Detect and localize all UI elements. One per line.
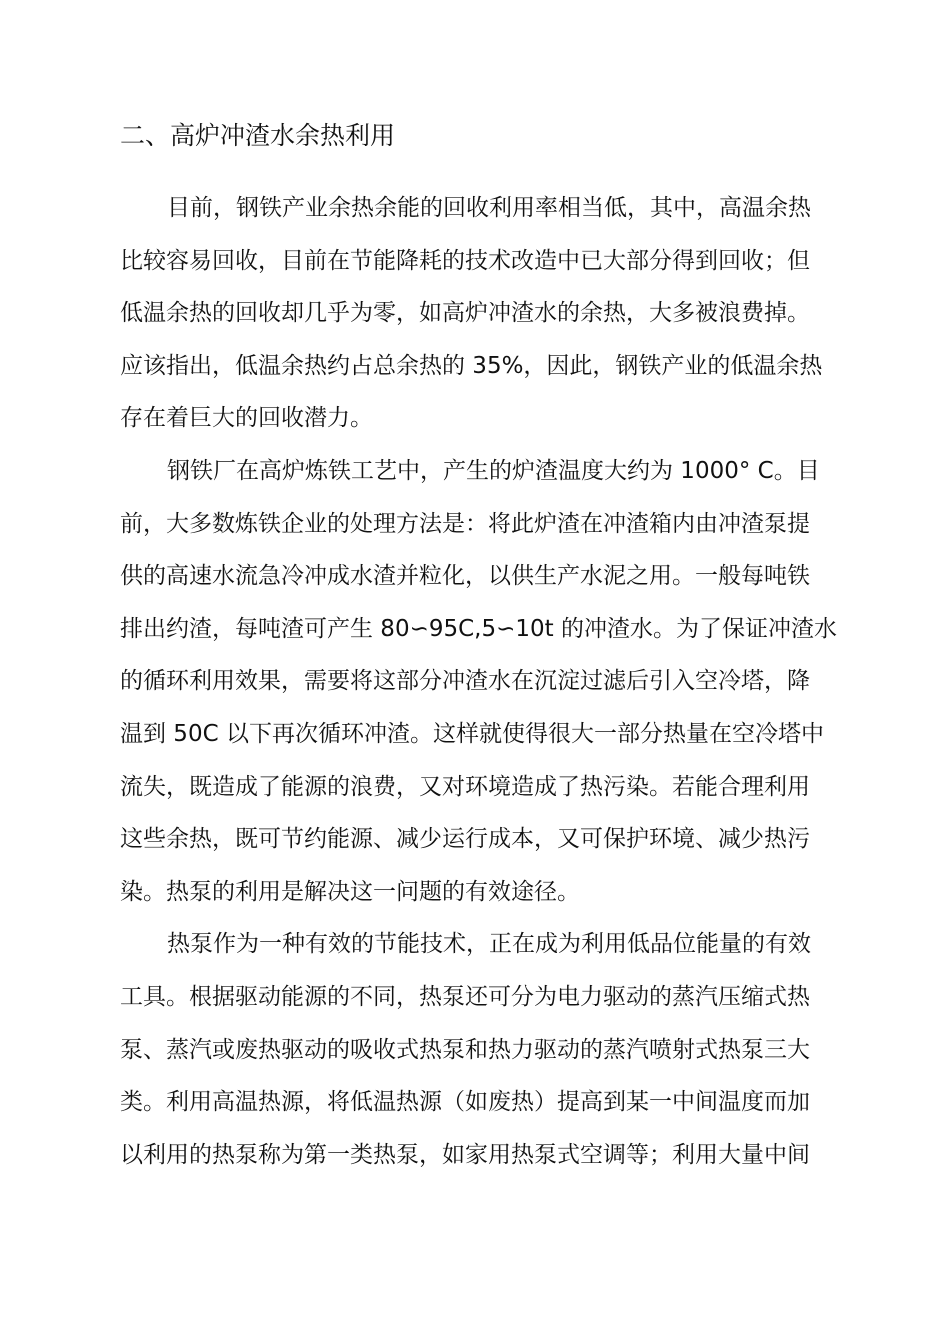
paragraph-3-line-4: 类。利用高温热源，将低温热源（如废热）提高到某一中间温度而加 xyxy=(120,1089,810,1116)
paragraph-2-line-1: 钢铁厂在高炉炼铁工艺中，产生的炉渣温度大约为 1000° C。目 xyxy=(167,457,820,484)
paragraph-2-line-5: 的循环利用效果，需要将这部分冲渣水在沉淀过滤后引入空冷塔，降 xyxy=(120,668,810,695)
paragraph-2-line-4: 排出约渣，每吨渣可产生 80∽95C,5∽10t 的冲渣水。为了保证冲渣水 xyxy=(120,615,837,642)
paragraph-2-line-2: 前，大多数炼铁企业的处理方法是：将此炉渣在冲渣箱内由冲渣泵提 xyxy=(120,510,810,537)
paragraph-2-line-6: 温到 50C 以下再次循环冲渣。这样就使得很大一部分热量在空冷塔中 xyxy=(120,720,824,747)
paragraph-3-line-3: 泵、蒸汽或废热驱动的吸收式热泵和热力驱动的蒸汽喷射式热泵三大 xyxy=(120,1036,810,1063)
paragraph-3-line-5: 以利用的热泵称为第一类热泵，如家用热泵式空调等；利用大量中间 xyxy=(120,1141,810,1168)
paragraph-1-line-1: 目前，钢铁产业余热余能的回收利用率相当低，其中，高温余热 xyxy=(167,195,811,221)
paragraph-1-line-3: 低温余热的回收却几乎为零，如高炉冲渣水的余热，大多被浪费掉。 xyxy=(120,300,810,327)
paragraph-1-line-5: 存在着巨大的回收潜力。 xyxy=(120,405,373,432)
paragraph-2-line-8: 这些余热，既可节约能源、减少运行成本，又可保护环境、减少热污 xyxy=(120,826,810,853)
paragraph-1-line-4: 应该指出，低温余热约占总余热的 35%，因此，钢铁产业的低温余热 xyxy=(120,352,823,379)
paragraph-2-line-7: 流失，既造成了能源的浪费，又对环境造成了热污染。若能合理利用 xyxy=(120,773,810,800)
body-text xyxy=(120,182,840,1181)
paragraph-3-line-2: 工具。根据驱动能源的不同，热泵还可分为电力驱动的蒸汽压缩式热 xyxy=(120,983,810,1010)
section-heading: 二、高炉冲渣水余热利用 xyxy=(120,121,396,150)
paragraph-1-line-2: 比较容易回收，目前在节能降耗的技术改造中已大部分得到回收；但 xyxy=(120,247,810,274)
paragraph-2-line-3: 供的高速水流急冷冲成水渣并粒化，以供生产水泥之用。一般每吨铁 xyxy=(120,563,810,590)
paragraph-2-line-9: 染。热泵的利用是解决这一问题的有效途径。 xyxy=(120,878,580,905)
paragraph-3-line-1: 热泵作为一种有效的节能技术，正在成为利用低品位能量的有效 xyxy=(167,931,811,958)
